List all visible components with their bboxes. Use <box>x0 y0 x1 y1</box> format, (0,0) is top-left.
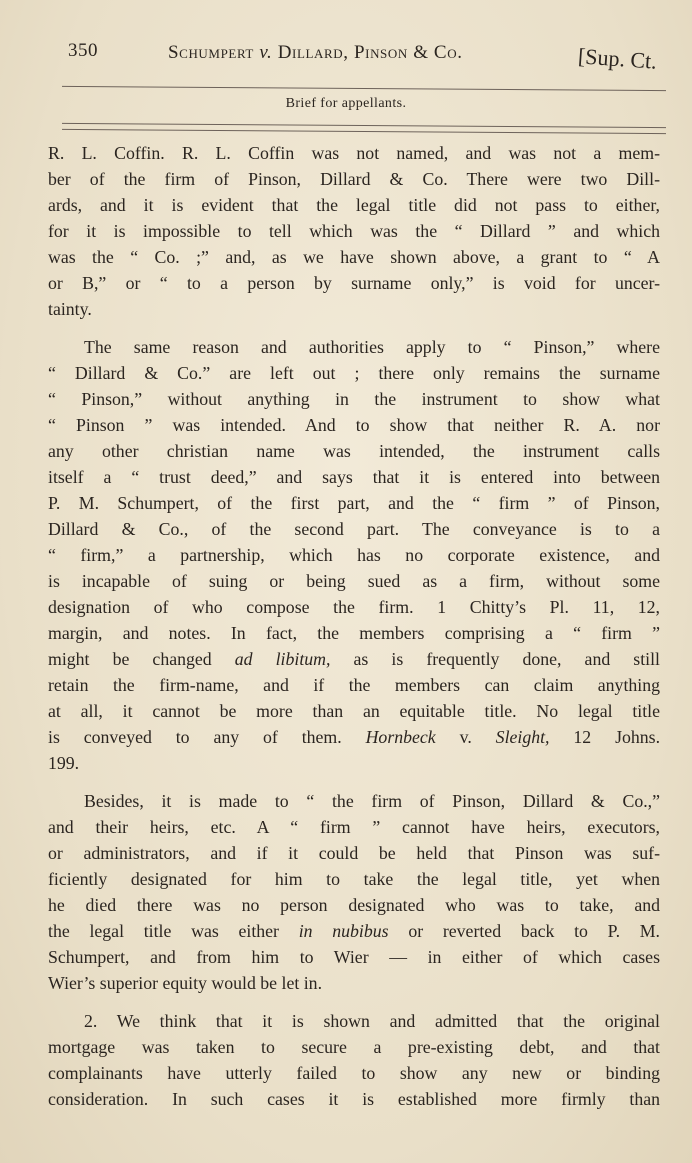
heading-rule-lower <box>62 129 666 134</box>
text-line: itself a “ trust deed,” and says that it is entered into between <box>48 467 660 487</box>
text-line: ber of the firm of Pinson, Dillard & Co. There were two Dill- <box>48 169 660 189</box>
text-line: 199. <box>48 753 80 773</box>
text-line: consideration. In such cases it is established more firmly than <box>48 1089 660 1109</box>
text-line: Wier’s superior equity would be let in. <box>48 973 323 993</box>
court-abbreviation: [Sup. Ct. <box>577 43 658 74</box>
text-line: “ Dillard & Co.” are left out ; there only remains the surname <box>48 363 660 383</box>
text-line: and their heirs, etc. A “ firm ” cannot have heirs, executors, <box>48 817 660 837</box>
text-run: the legal title was either <box>48 921 279 941</box>
text-line: any other christian name was intended, the instrument calls <box>48 441 660 461</box>
text-line: The same reason and authorities apply to “ Pinson,” where <box>84 337 660 357</box>
text-line <box>48 724 660 750</box>
section-heading: Brief for appellants. <box>285 96 407 111</box>
text-line: at all, it cannot be more than an equitable title. No legal title <box>48 701 660 721</box>
text-run: v. <box>459 727 472 747</box>
italic-phrase: ad libitum, <box>234 649 331 669</box>
text-line: tainty. <box>48 299 92 319</box>
text-line: designation of who compose the firm. 1 Chitty’s Pl. 11, 12, <box>48 597 660 617</box>
text-line: ficiently designated for him to take the legal title, yet when <box>48 869 660 889</box>
text-line: or B,” or “ to a person by surname only,” is void for uncer- <box>48 273 660 293</box>
text-line: retain the firm-name, and if the members can claim anything <box>48 675 660 695</box>
running-title-versus: v. <box>259 42 273 63</box>
text-line: “ Pinson,” without anything in the instrument to show what <box>48 389 660 409</box>
text-line <box>48 646 660 672</box>
text-run: is conveyed to any of them. <box>48 727 342 747</box>
text-line: mortgage was taken to secure a pre-existing debt, and that <box>48 1037 660 1057</box>
heading-rule-upper <box>62 123 666 128</box>
running-title-right: Dillard, Pinson & Co. <box>277 42 463 63</box>
text-line: Besides, it is made to “ the firm of Pinson, Dillard & Co.,” <box>84 791 660 811</box>
text-line: he died there was no person designated who was to take, and <box>48 895 660 915</box>
text-line: ards, and it is evident that the legal title did not pass to either, <box>48 195 660 215</box>
text-run: 12 Johns. <box>573 727 661 747</box>
text-line: Schumpert, and from him to Wier — in either of which cases <box>48 947 660 967</box>
running-head <box>68 38 668 78</box>
text-line: complainants have utterly failed to show any new or binding <box>48 1063 660 1083</box>
text-line: margin, and notes. In fact, the members comprising a “ firm ” <box>48 623 660 643</box>
text-run: or reverted back to P. M. <box>408 921 661 941</box>
running-title-left: Schumpert <box>168 42 254 63</box>
text-line: 2. We think that it is shown and admitted that the original <box>84 1011 660 1031</box>
text-line: “ firm,” a partnership, which has no corporate existence, and <box>48 545 660 565</box>
running-title <box>168 42 463 64</box>
header-rule <box>62 86 666 91</box>
text-line: R. L. Coffin. R. L. Coffin was not named, and was not a mem- <box>48 143 660 163</box>
italic-phrase: in nubibus <box>298 921 389 941</box>
text-run: might be changed <box>48 649 212 669</box>
text-run: as is frequently done, and still <box>353 649 660 669</box>
text-line: “ Pinson ” was intended. And to show that neither R. A. nor <box>48 415 660 435</box>
text-line: or administrators, and if it could be held that Pinson was suf- <box>48 843 660 863</box>
case-name-defendant: Sleight, <box>495 727 550 747</box>
text-line: is incapable of suing or being sued as a firm, without some <box>48 571 660 591</box>
text-line: Dillard & Co., of the second part. The conveyance is to a <box>48 519 660 539</box>
text-line: for it is impossible to tell which was the “ Dillard ” and which <box>48 221 660 241</box>
page-number: 350 <box>68 40 98 61</box>
text-line <box>48 918 660 944</box>
text-line: P. M. Schumpert, of the first part, and the “ firm ” of Pinson, <box>48 493 660 513</box>
text-line: was the “ Co. ;” and, as we have shown above, a grant to “ A <box>48 247 660 267</box>
case-name-plaintiff: Hornbeck <box>365 727 436 747</box>
